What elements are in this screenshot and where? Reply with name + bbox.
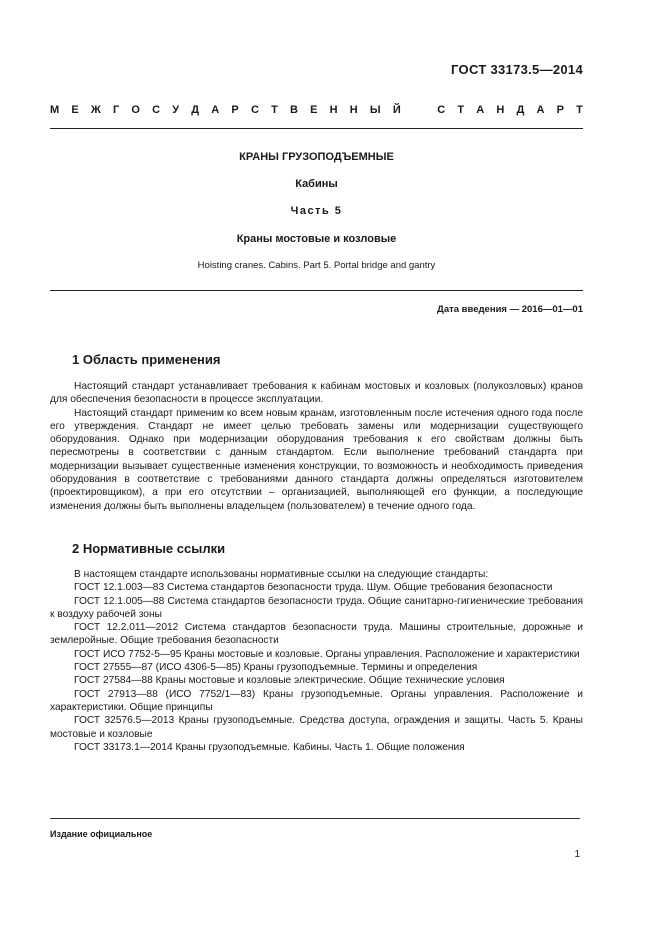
introduction-date: Дата введения — 2016—01—01 bbox=[437, 304, 583, 315]
reference-item: ГОСТ 12.1.005—88 Система стандартов безопасности труда. Общие санитарно-гигиенические требования к воздуху рабочей зоны bbox=[50, 595, 583, 620]
english-title: Hoisting cranes. Cabins. Part 5. Portal bridge and gantry bbox=[197, 260, 436, 271]
reference-item: ГОСТ 12.1.003—83 Система стандартов безопасности труда. Шум. Общие требования безопасности bbox=[74, 582, 553, 594]
banner-letter: Г bbox=[112, 104, 120, 116]
section-2-body bbox=[50, 568, 583, 754]
banner-letter: Р bbox=[231, 104, 239, 116]
banner-letter: Д bbox=[516, 104, 525, 116]
paragraph: Настоящий стандарт устанавливает требования к кабинам мостовых и козловых (полукозловых) кранов для обеспечения безопасности в процессе эксплуатации. bbox=[50, 381, 583, 406]
page-number: 1 bbox=[574, 849, 580, 860]
banner-letter: Ы bbox=[369, 104, 381, 116]
banner-letter: Н bbox=[329, 104, 338, 116]
banner-letter: М bbox=[50, 104, 60, 116]
banner-letter: С bbox=[250, 104, 259, 116]
banner-letter: А bbox=[476, 104, 485, 116]
footer-divider bbox=[50, 818, 580, 819]
reference-item: ГОСТ 32576.5—2013 Краны грузоподъемные. Средства доступа, ограждения и защиты. Часть 5. Краны мостовые и козловые bbox=[50, 715, 583, 740]
reference-item: ГОСТ 27913—88 (ИСО 7752/1—83) Краны грузоподъемные. Органы управления. Расположение и характеристики. Общие принципы bbox=[50, 688, 583, 713]
section-2-heading: 2 Нормативные ссылки bbox=[72, 541, 226, 556]
banner-letter: Е bbox=[310, 104, 318, 116]
paragraph: Настоящий стандарт применим ко всем новым кранам, изготовленным после истечения одного года после его утверждения. Стандарт не имеет целью требовать замены или модернизации существующего оборудования. Однако при модернизации оборудования требования к его свойствам должны быть пересмотрены в соответствии с данным стандартом. Если выполнение требований стандарта при модернизации вызывает существенные изменения конструкции, то возможность и необходимость приведения оборудования в соответствие с требованиями данного стандарта должны определяться изготовителем (проектировщиком), а при его отсутствии – организацией, выполняющей его функции, а последующие изменения должны быть выполнены владельцем (пользователем) в течение одного года. bbox=[50, 407, 583, 512]
banner-letter: Т bbox=[271, 104, 278, 116]
section-1-body bbox=[50, 380, 583, 513]
paragraph: В настоящем стандарте использованы нормативные ссылки на следующие стандарты: bbox=[74, 569, 489, 580]
banner-letter: Р bbox=[556, 104, 564, 116]
reference-item: ГОСТ 27584—88 Краны мостовые и козловые электрические. Общие технические условия bbox=[74, 675, 505, 687]
banner-letter: Н bbox=[349, 104, 358, 116]
interstate-standard-banner bbox=[50, 104, 583, 116]
document-subtitle: Кабины bbox=[295, 178, 338, 190]
header-divider bbox=[50, 128, 583, 129]
part-label: Часть 5 bbox=[290, 205, 343, 217]
part-title: Краны мостовые и козловые bbox=[236, 233, 397, 245]
banner-letter: А bbox=[211, 104, 220, 116]
banner-letter: У bbox=[172, 104, 180, 116]
reference-item: ГОСТ ИСО 7752-5—95 Краны мостовые и козловые. Органы управления. Расположение и характеристики bbox=[74, 648, 580, 660]
banner-letter: Д bbox=[191, 104, 200, 116]
banner-letter: Е bbox=[71, 104, 79, 116]
banner-letter: С bbox=[152, 104, 161, 116]
banner-letter: В bbox=[289, 104, 298, 116]
banner-letter: Т bbox=[576, 104, 583, 116]
official-edition-label: Издание официальное bbox=[50, 829, 153, 839]
banner-letter: Н bbox=[496, 104, 505, 116]
reference-item: ГОСТ 12.2.011—2012 Система стандартов безопасности труда. Машины строительные, дорожные и землеройные. Общие требования безопасности bbox=[50, 622, 583, 647]
section-1-heading: 1 Область применения bbox=[72, 352, 221, 367]
banner-letter: О bbox=[131, 104, 140, 116]
reference-item: ГОСТ 33173.1—2014 Краны грузоподъемные. Кабины. Часть 1. Общие положения bbox=[74, 741, 465, 753]
banner-letter: Ж bbox=[90, 104, 101, 116]
banner-letter: Т bbox=[457, 104, 465, 116]
banner-letter: А bbox=[536, 104, 545, 116]
banner-letter: С bbox=[437, 104, 446, 116]
document-number: ГОСТ 33173.5—2014 bbox=[451, 62, 583, 77]
document-title: КРАНЫ ГРУЗОПОДЪЕМНЫЕ bbox=[239, 151, 394, 163]
title-divider bbox=[50, 290, 583, 291]
reference-item: ГОСТ 27555—87 (ИСО 4306-5—85) Краны грузоподъемные. Термины и определения bbox=[74, 662, 478, 674]
banner-letter: Й bbox=[392, 104, 401, 116]
